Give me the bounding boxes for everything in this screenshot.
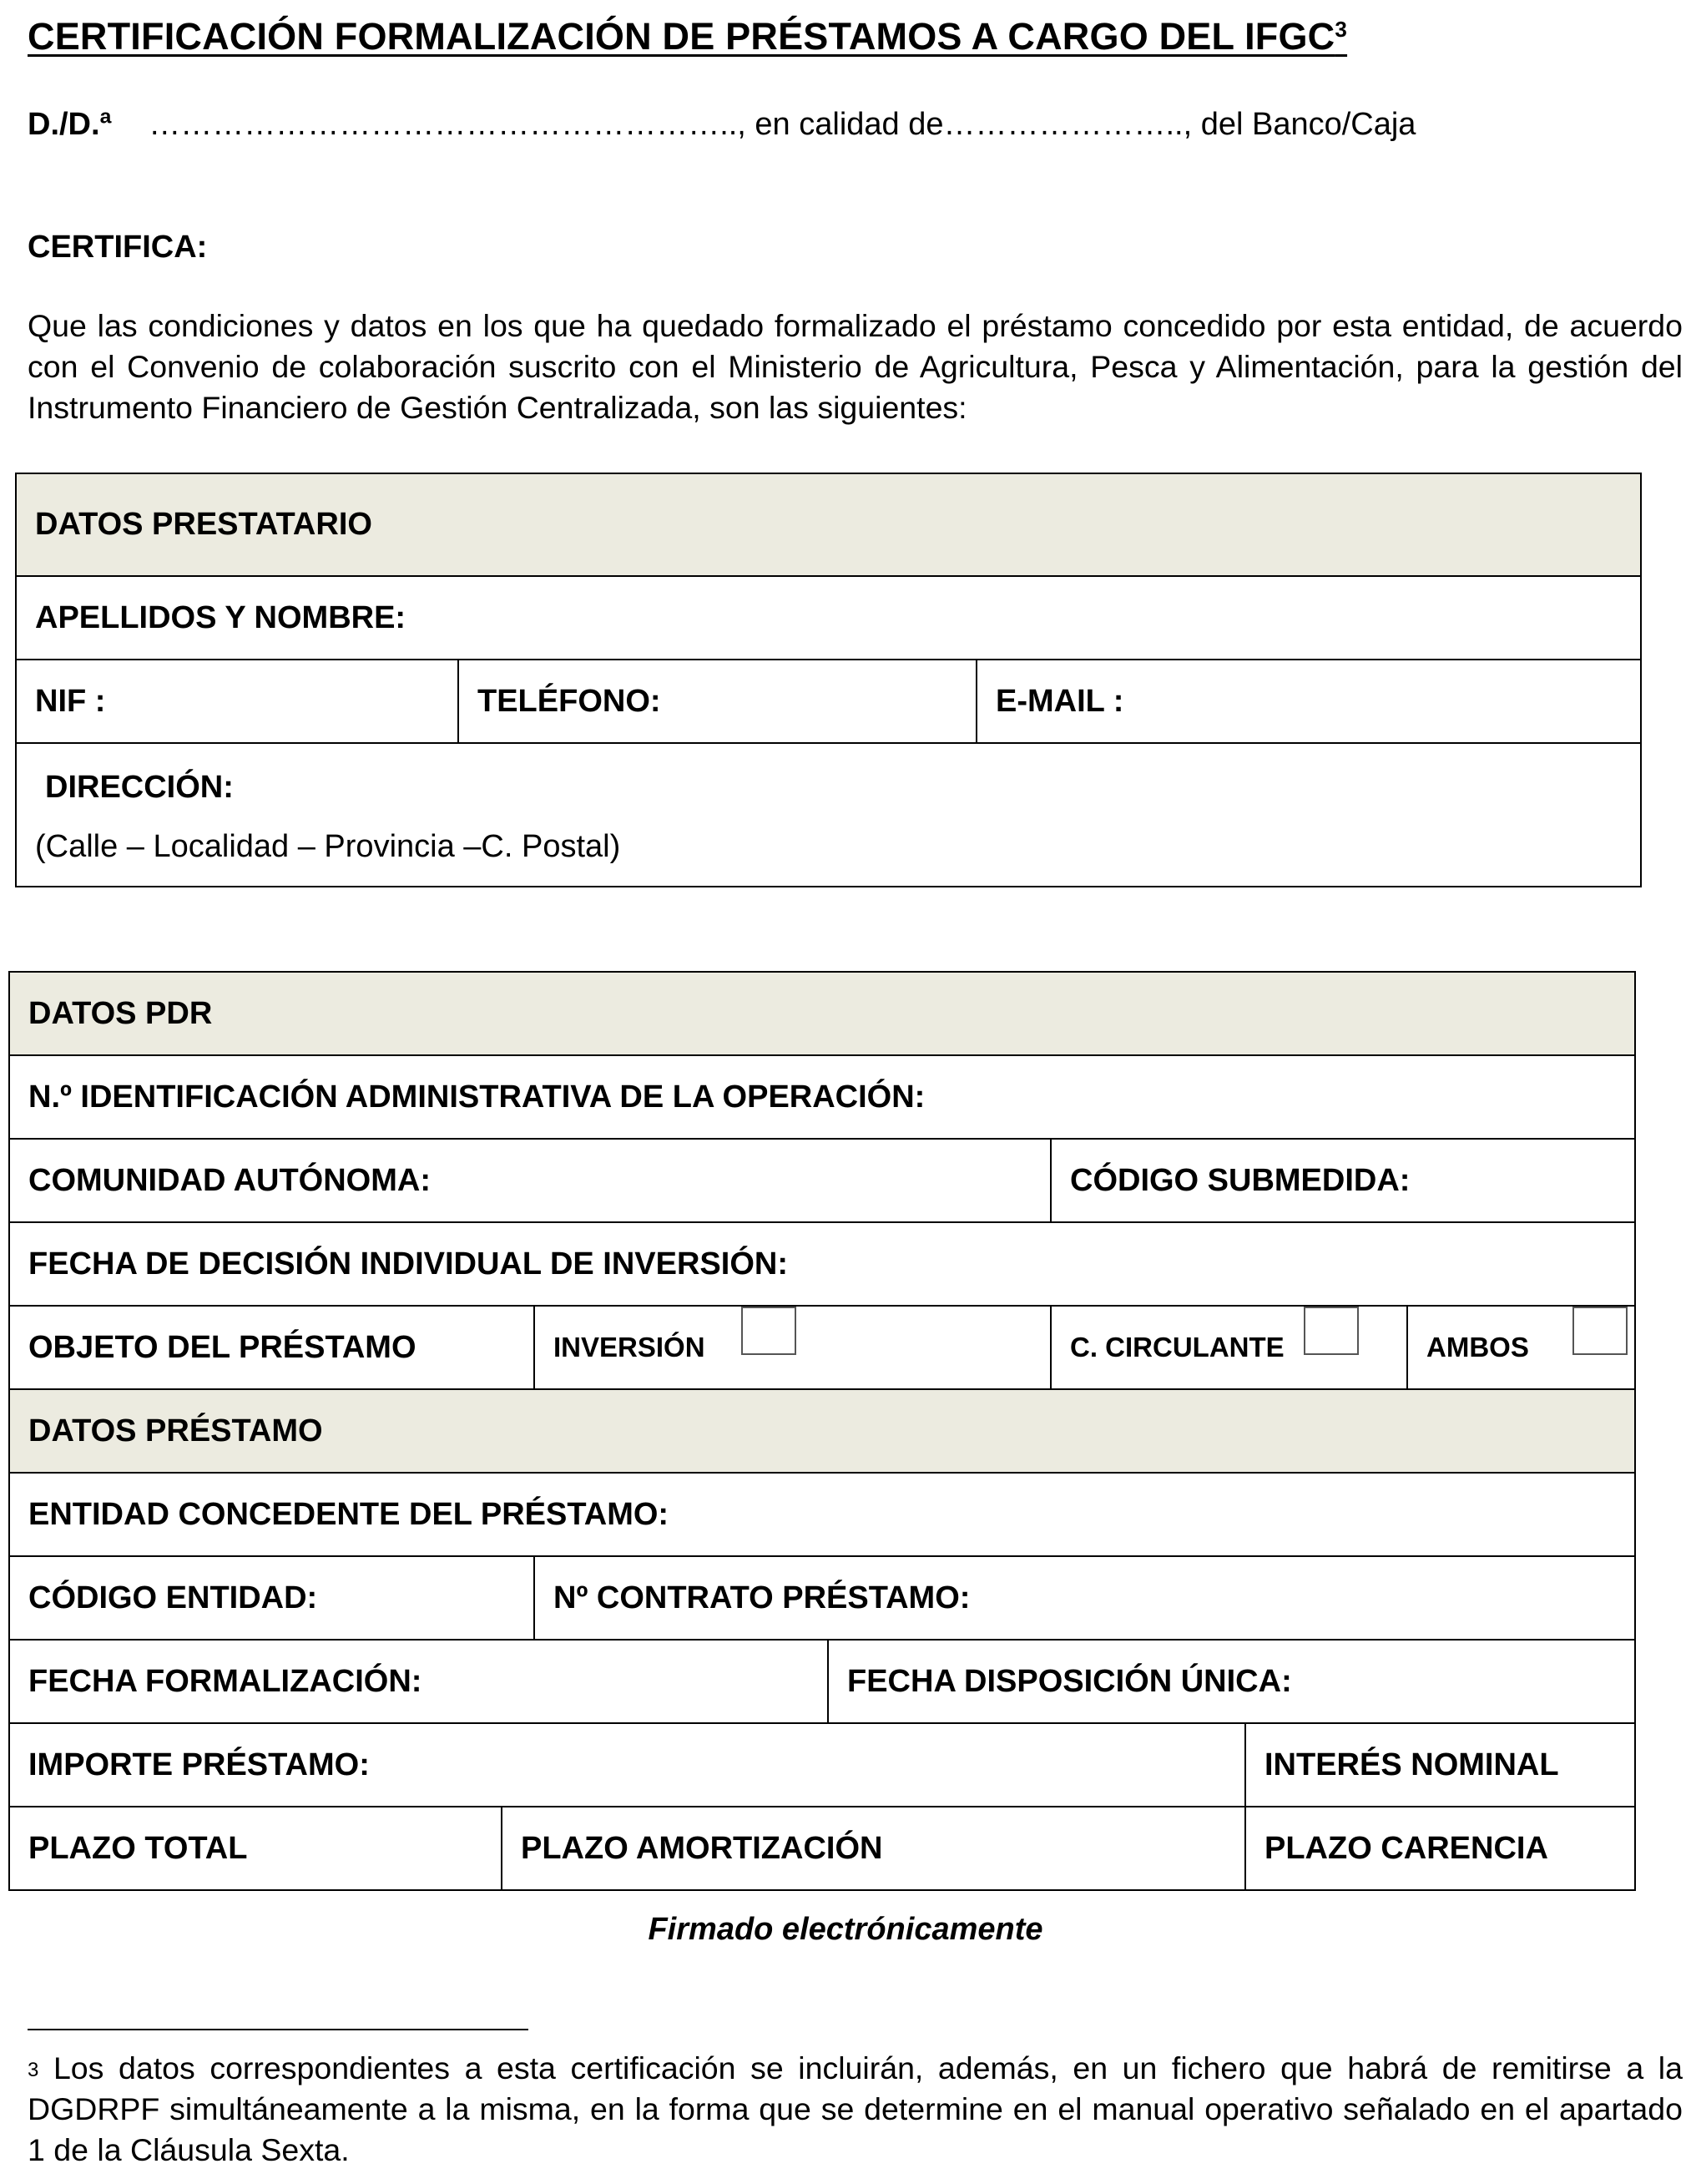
footnote-ref: 3 bbox=[28, 2059, 39, 2081]
document-title bbox=[28, 15, 1347, 58]
formalization-date-field[interactable]: FECHA FORMALIZACIÓN: bbox=[9, 1640, 828, 1723]
nif-field[interactable]: NIF : bbox=[16, 660, 458, 743]
certifica-heading: CERTIFICA: bbox=[28, 230, 208, 265]
working-capital-checkbox[interactable] bbox=[1304, 1307, 1359, 1355]
address-label: DIRECCIÓN: bbox=[45, 770, 234, 805]
entity-code-field[interactable]: CÓDIGO ENTIDAD: bbox=[9, 1556, 534, 1640]
certification-paragraph: Que las condiciones y datos en los que ha quedado formalizado el préstamo concedido por esta entidad, de acuerdo con el Convenio de colaboración suscrito con el Ministerio de Agricultura, Pesca y Alimentación, para la gestión del Instrumento Financiero de Gestión Centralizada, son las siguientes: bbox=[28, 308, 1683, 425]
title-footnote-ref: 3 bbox=[1335, 17, 1348, 42]
disposal-date-field[interactable]: FECHA DISPOSICIÓN ÚNICA: bbox=[828, 1640, 1635, 1723]
amortization-term-field[interactable]: PLAZO AMORTIZACIÓN bbox=[502, 1807, 1245, 1890]
both-checkbox[interactable] bbox=[1572, 1307, 1628, 1355]
pdr-data-table bbox=[8, 971, 1636, 1891]
footnote-text: Los datos correspondientes a esta certificación se incluirán, además, en un fichero que habrá de remitirse a la DGDRPF simultáneamente a la misma, en la forma que se determine en el manual operativo señalado en el apartado 1 de la Cláusula Sexta. bbox=[28, 2050, 1683, 2167]
operation-id-field[interactable]: N.º IDENTIFICACIÓN ADMINISTRATIVA DE LA OPERACIÓN: bbox=[9, 1055, 1635, 1139]
phone-field[interactable]: TELÉFONO: bbox=[458, 660, 977, 743]
option-working-capital-label: C. CIRCULANTE bbox=[1070, 1332, 1285, 1362]
pdr-table-header: DATOS PDR bbox=[9, 972, 1635, 1055]
full-name-field[interactable]: APELLIDOS Y NOMBRE: bbox=[16, 576, 1641, 660]
loan-amount-field[interactable]: IMPORTE PRÉSTAMO: bbox=[9, 1723, 1245, 1807]
lending-entity-field[interactable]: ENTIDAD CONCEDENTE DEL PRÉSTAMO: bbox=[9, 1473, 1635, 1556]
email-field[interactable]: E-MAIL : bbox=[977, 660, 1641, 743]
total-term-field[interactable]: PLAZO TOTAL bbox=[9, 1807, 502, 1890]
grace-period-field[interactable]: PLAZO CARENCIA bbox=[1245, 1807, 1635, 1890]
address-field[interactable] bbox=[16, 743, 1641, 887]
footnote bbox=[28, 2048, 1683, 2171]
option-both-label: AMBOS bbox=[1426, 1332, 1529, 1362]
footnote-divider bbox=[28, 2029, 528, 2030]
submeasure-code-field[interactable]: CÓDIGO SUBMEDIDA: bbox=[1051, 1139, 1635, 1222]
nominal-interest-field[interactable]: INTERÉS NOMINAL bbox=[1245, 1723, 1635, 1807]
loan-purpose-label: OBJETO DEL PRÉSTAMO bbox=[9, 1306, 534, 1389]
signatory-label: D./D.ª bbox=[28, 107, 112, 142]
option-working-capital[interactable] bbox=[1051, 1306, 1407, 1389]
region-field[interactable]: COMUNIDAD AUTÓNOMA: bbox=[9, 1139, 1051, 1222]
signatory-line bbox=[28, 107, 1416, 143]
signed-electronically-note: Firmado electrónicamente bbox=[648, 1912, 1043, 1947]
borrower-table-header: DATOS PRESTATARIO bbox=[16, 473, 1641, 576]
decision-date-field[interactable]: FECHA DE DECISIÓN INDIVIDUAL DE INVERSIÓN: bbox=[9, 1222, 1635, 1306]
option-investment-label: INVERSIÓN bbox=[553, 1332, 705, 1362]
option-both[interactable] bbox=[1407, 1306, 1635, 1389]
borrower-data-table bbox=[15, 473, 1642, 887]
address-note: (Calle – Localidad – Provincia –C. Postal) bbox=[35, 829, 621, 864]
contract-number-field[interactable]: Nº CONTRATO PRÉSTAMO: bbox=[534, 1556, 1635, 1640]
loan-table-header: DATOS PRÉSTAMO bbox=[9, 1389, 1635, 1473]
document-title-text: CERTIFICACIÓN FORMALIZACIÓN DE PRÉSTAMOS A CARGO DEL IFGC bbox=[28, 15, 1335, 58]
option-investment[interactable] bbox=[534, 1306, 1051, 1389]
investment-checkbox[interactable] bbox=[741, 1307, 796, 1355]
signatory-text: ……………………………………………….., en calidad de………………….., del Banco/Caja bbox=[149, 107, 1416, 142]
